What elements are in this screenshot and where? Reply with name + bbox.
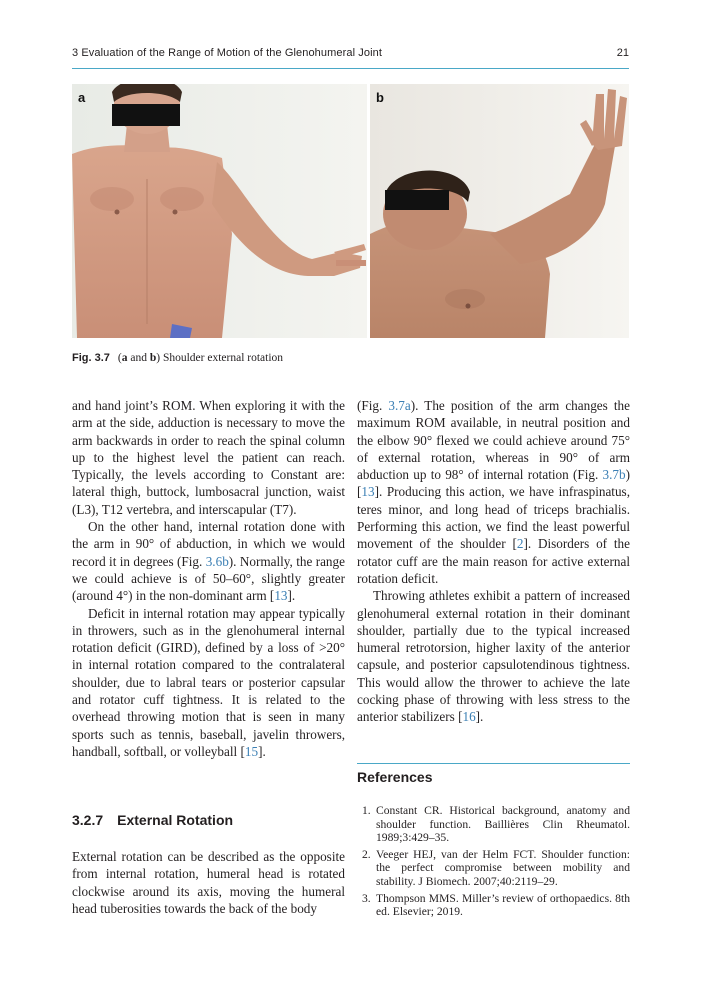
- reference-item: 1. Constant CR. Historical background, anatomy and shoulder function. Baillières Clin Rheumatol. 1989;3:429–35.: [362, 804, 630, 845]
- paragraph: Throwing athletes exhibit a pattern of increased glenohumeral external rotation in their dominant shoulder, partially due to the typical increased humeral retrotorsion, higher laxity of the anterior capsule, and posterior capsulotendinous tightness. This would allow the thrower to achieve the late cocking phase of throwing with less stress to the anterior stabilizers [16].: [357, 588, 630, 725]
- photo-b-illustration: [370, 84, 629, 338]
- figure-link[interactable]: 3.6b: [205, 553, 229, 569]
- citation-link[interactable]: 2: [516, 536, 524, 552]
- figure-link[interactable]: 3.7a: [388, 398, 411, 413]
- reference-item: 2. Veeger HEJ, van der Helm FCT. Shoulder function: the perfect compromise between mobility and stability. J Biomech. 2007;40:2119–29.: [362, 847, 630, 888]
- running-header: [72, 47, 629, 63]
- figure-caption: Fig. 3.7 (a and b) Shoulder external rotation: [72, 352, 284, 364]
- panel-b-letter: b: [376, 90, 384, 105]
- section-number: 3.2.7: [72, 812, 104, 828]
- photo-a-illustration: [72, 84, 367, 338]
- citation-link[interactable]: 16: [462, 709, 476, 725]
- right-column: [357, 397, 630, 726]
- references-list: [362, 804, 630, 922]
- page-number: 21: [616, 47, 629, 59]
- paragraph: and hand joint’s ROM. When exploring it with the arm at the side, adduction is necessary to move the arm backwards in order to reach the spinal column up to the highest level the patient can reach. Typically, the levels according to Constant are: lateral thigh, buttock, lumbosacral junction, waist (L3), T12 vertebra, and interscapular (T7).: [72, 398, 345, 517]
- paragraph: (Fig. 3.7a). The position of the arm changes the maximum ROM available, in neutral position and the elbow 90° flexed we could achieve around 75° of external rotation, whereas in 90° of arm abduction up to 98° of internal rotation (Fig. 3.7b) [13]. Producing this action, we have infraspinatus, teres minor, and long head of triceps brachialis. Performing this action, we find the least powerful movement of the shoulder [2]. Disorders of the rotator cuff are the main reason for active external rotation deficit.: [357, 398, 630, 586]
- left-column: [72, 397, 345, 760]
- reference-item: 3. Thompson MMS. Miller’s review of orthopaedics. 8th ed. Elsevier; 2019.: [362, 891, 630, 919]
- panel-a-letter: a: [78, 90, 86, 105]
- paragraph: External rotation can be described as the opposite from internal rotation, humeral head is rotated clockwise around its axis, moving the humeral head tuberosities towards the back of the body: [72, 849, 345, 916]
- citation-link[interactable]: 13: [274, 588, 288, 604]
- citation-link[interactable]: 13: [361, 484, 375, 500]
- citation-link[interactable]: 15: [244, 743, 259, 759]
- paragraph: Deficit in internal rotation may appear typically in throwers, such as in the glenohumeral internal rotation deficit (GIRD), defined by a loss of >20° in internal rotation compared to the contralateral shoulder, due to labral tears or posterior capsular and rotator cuff tightness. It is related to the overhead throwing motion that is seen in many sports such as tennis, baseball, javelin throwers, handball, softball, or volleyball [15].: [72, 605, 345, 759]
- figure-link[interactable]: 3.7b: [602, 467, 626, 483]
- paragraph: On the other hand, internal rotation done with the arm in 90° of abduction, in which we would record it in degrees (Fig. 3.6b). Normally, the range we could achieve is of 50–60°, slightly greater (around 4°) in the non-dominant arm [13].: [72, 519, 345, 604]
- header-rule: [72, 68, 629, 69]
- figure-label: Fig. 3.7: [72, 352, 110, 364]
- references-heading: References: [357, 769, 433, 785]
- figure-panel-b: [370, 84, 629, 338]
- references-rule: [357, 763, 630, 764]
- running-title: 3 Evaluation of the Range of Motion of the Glenohumeral Joint: [72, 47, 383, 59]
- figure-panel-a: [72, 84, 367, 338]
- section-heading: [72, 812, 233, 828]
- section-title: External Rotation: [117, 812, 234, 828]
